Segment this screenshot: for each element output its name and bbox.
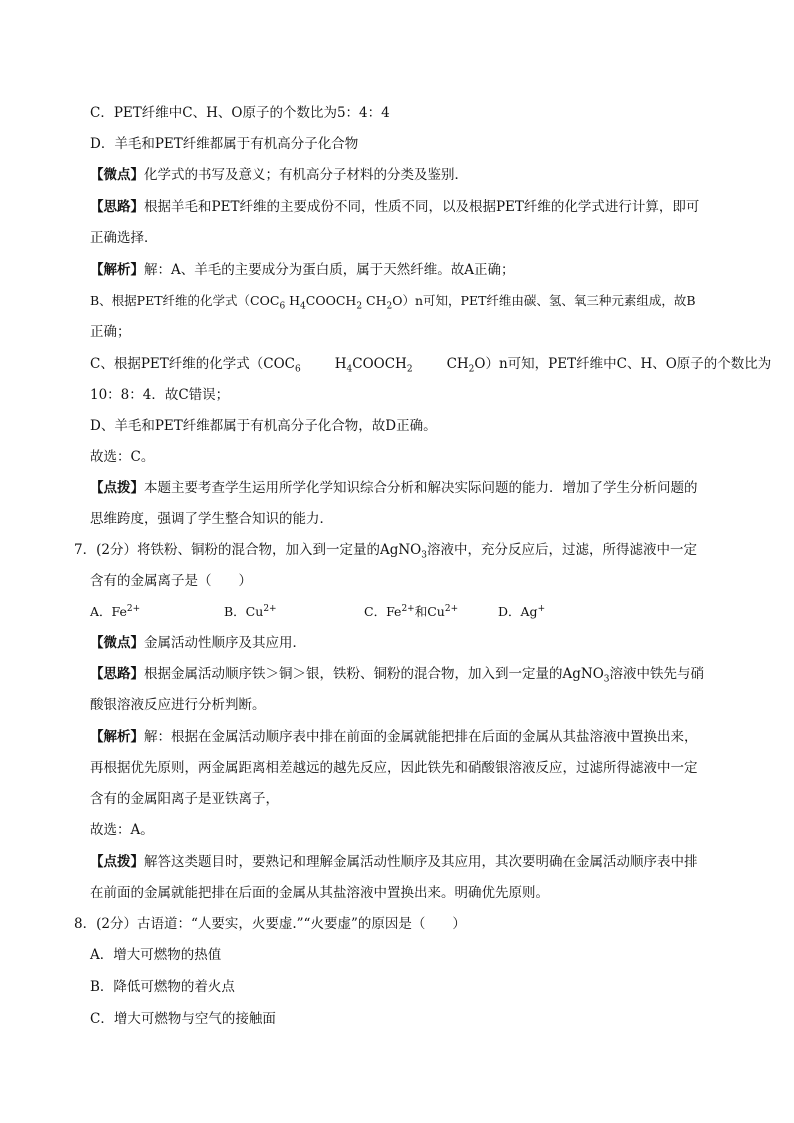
jiexi-text: 解：根据在金属活动顺序表中排在前面的金属就能把排在后面的金属从其盐溶液中置换出来， [144, 729, 698, 745]
q7-option-b [224, 603, 364, 621]
jiexi-tag: 【解析】 [90, 262, 144, 278]
silu-tag: 【思路】 [90, 666, 144, 682]
q7-silu-line-1 [90, 665, 704, 683]
q7-option-a [90, 603, 224, 621]
q6-dianbo-line-2: 思维跨度，强调了学生整合知识的能力． [90, 511, 333, 527]
dianbo-tag: 【点拨】 [90, 854, 144, 870]
q7-jiexi-line-2: 再根据优先原则，两金属距离相差越远的越先反应，因此铁先和硝酸银溶液反应，过滤所得滤液中一定 [90, 760, 698, 776]
q7-stem-line-2: 含有的金属离子是（ ） [90, 573, 252, 589]
formula-text: CH [362, 293, 387, 308]
jiexi-text: 解：A、羊毛的主要成分为蛋白质，属于天然纤维。故A正确； [144, 262, 515, 278]
superscript: 2+ [263, 603, 277, 614]
subscript: 6 [295, 364, 301, 375]
option-text: B．Cu [224, 604, 264, 619]
q7-option-c [364, 603, 498, 621]
q6-jiexi-line-1 [90, 261, 515, 279]
option-text: 和Cu [414, 604, 445, 619]
formula-text: B、根据PET纤维的化学式（COC [90, 293, 280, 308]
stem-text: 7．(2分）将铁粉、铜粉的混合物，加入到一定量的AgNO [74, 542, 422, 558]
weidian-tag: 【微点】 [90, 167, 144, 183]
q6-dianbo-line-1 [90, 479, 698, 497]
superscript: 2+ [126, 603, 141, 614]
q7-jiexi-line-1 [90, 728, 698, 746]
subscript: 2 [468, 364, 475, 375]
subscript: 2 [356, 301, 363, 312]
q6-option-d: D．羊毛和PET纤维都属于有机高分子化合物 [90, 136, 359, 152]
silu-text: 溶液中铁先与硝 [609, 666, 705, 682]
subscript: 3 [603, 674, 610, 685]
q7-dianbo-line-2: 在前面的金属就能把排在后面的金属从其盐溶液中置换出来。明确优先原则。 [90, 885, 549, 901]
formula-text: COOCH [305, 293, 357, 308]
q8-option-a: A．增大可燃物的热值 [90, 947, 222, 963]
dianbo-tag: 【点拨】 [90, 480, 144, 496]
superscript: 2+ [444, 603, 459, 614]
subscript: 2 [386, 301, 393, 312]
q6-silu-line-1 [90, 198, 699, 216]
formula-text: H [334, 356, 347, 372]
q6-jiexi-d: D、羊毛和PET纤维都属于有机高分子化合物，故D正确。 [90, 418, 437, 434]
weidian-text: 金属活动性顺序及其应用． [144, 635, 306, 651]
q6-answer: 故选：C。 [90, 449, 155, 465]
formula-text: C、根据PET纤维的化学式（COC [90, 356, 295, 372]
jiexi-tag: 【解析】 [90, 729, 144, 745]
q7-options [90, 603, 545, 621]
q7-weidian [90, 634, 306, 652]
q8-option-c: C．增大可燃物与空气的接触面 [90, 1011, 276, 1027]
q6-silu-line-2: 正确选择． [90, 230, 158, 246]
formula-text: COOCH [352, 356, 407, 372]
q6-jiexi-c-line-2: 10：8：4．故C错误； [90, 387, 230, 403]
subscript: 2 [406, 364, 413, 375]
subscript: 4 [300, 301, 306, 312]
subscript: 3 [421, 550, 427, 561]
silu-text: 根据金属活动顺序铁＞铜＞银，铁粉、铜粉的混合物，加入到一定量的AgNO [144, 666, 604, 682]
q7-stem-line-1 [74, 541, 697, 559]
silu-tag: 【思路】 [90, 199, 144, 215]
subscript: 6 [279, 301, 286, 312]
option-text: A．Fe [90, 604, 127, 619]
q8-option-b: B．降低可燃物的着火点 [90, 979, 235, 995]
stem-text: 溶液中，充分反应后，过滤，所得滤液中一定 [426, 542, 697, 558]
q6-weidian [90, 166, 468, 184]
weidian-text: 化学式的书写及意义；有机高分子材料的分类及鉴别． [144, 167, 468, 183]
formula-text: CH [446, 356, 469, 372]
q6-jiexi-c-line-1 [90, 355, 771, 373]
formula-text: O）n可知，PET纤维中C、H、O原子的个数比为 [474, 356, 772, 372]
superscript: + [537, 603, 546, 614]
weidian-tag: 【微点】 [90, 635, 144, 651]
q7-dianbo-line-1 [90, 853, 698, 871]
q7-answer: 故选：A。 [90, 822, 154, 838]
q7-option-d [498, 603, 545, 621]
silu-text: 根据羊毛和PET纤维的主要成份不同，性质不同，以及根据PET纤维的化学式进行计算，即可 [144, 199, 700, 215]
q6-option-c: C．PET纤维中C、H、O原子的个数比为5：4：4 [90, 105, 390, 121]
q6-jiexi-b-line-2: 正确； [90, 324, 131, 340]
option-text: D．Ag [498, 604, 538, 619]
dianbo-text: 解答这类题目时，要熟记和理解金属活动性顺序及其应用，其次要明确在金属活动顺序表中排 [144, 854, 698, 870]
subscript: 4 [346, 364, 353, 375]
formula-text: O）n可知，PET纤维由碳、氢、氧三种元素组成，故B [392, 293, 696, 308]
option-text: C．Fe [364, 604, 402, 619]
dianbo-text: 本题主要考查学生运用所学化学知识综合分析和解决实际问题的能力．增加了学生分析问题的 [144, 480, 698, 496]
q7-jiexi-line-3: 含有的金属阳离子是亚铁离子， [90, 791, 279, 807]
q6-jiexi-b-line-1 [90, 292, 696, 310]
superscript: 2+ [401, 603, 415, 614]
formula-text: H [285, 293, 301, 308]
q7-silu-line-2: 酸银溶液反应进行分析判断。 [90, 697, 266, 713]
q8-stem: 8．(2分）古语道：“人要实，火要虚.”“火要虚”的原因是（ ） [74, 916, 466, 932]
